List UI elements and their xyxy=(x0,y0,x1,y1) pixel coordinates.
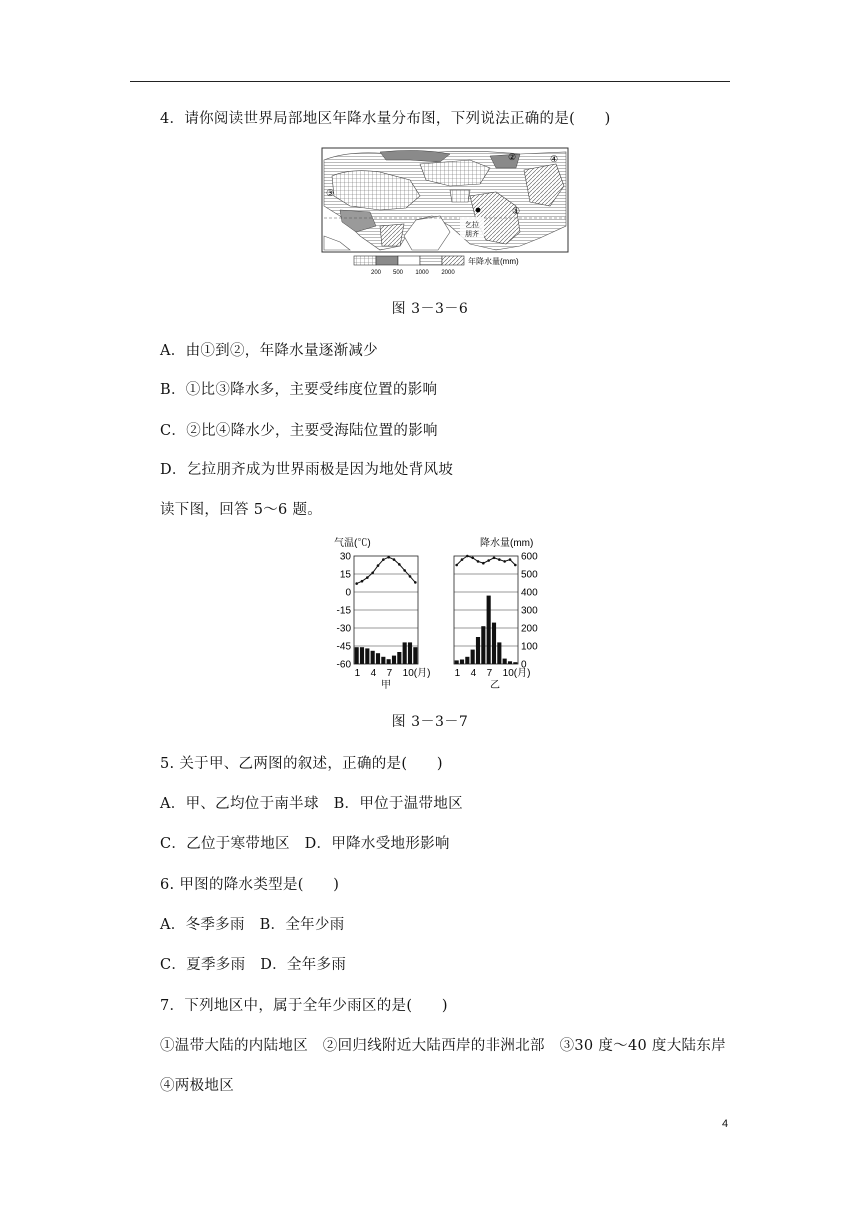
left-temp-point xyxy=(361,580,364,583)
question-4-stem: 4．请你阅读世界局部地区年降水量分布图，下列说法正确的是( ) xyxy=(160,111,611,127)
figure-caption-3-3-7: 图 3－3－7 xyxy=(391,714,469,730)
left-precip-bar xyxy=(381,657,385,664)
cherrapunji-point xyxy=(476,208,481,213)
left-axis-title: 气温(℃) xyxy=(334,538,371,549)
left-temp-point xyxy=(382,558,385,561)
left-precip-bar xyxy=(365,648,369,664)
right-axis-title: 降水量(mm) xyxy=(480,538,534,549)
left-precip-bar xyxy=(403,642,407,664)
right-tick-label: 0 xyxy=(521,659,527,671)
right-precip-bar xyxy=(460,660,464,665)
map-legend xyxy=(354,256,519,276)
right-precip-bar xyxy=(465,657,469,664)
right-tick-label: 200 xyxy=(521,623,538,635)
right-precip-bar xyxy=(487,596,491,664)
city-label-line1: 乞拉 xyxy=(465,222,479,229)
climate-charts-figure xyxy=(330,535,550,700)
question-7-stem: 7．下列地区中，属于全年少雨区的是( ) xyxy=(160,998,448,1014)
panel-label-jia: 甲 xyxy=(381,680,391,691)
question-5-options-line1: A．甲、乙均位于南半球 B．甲位于温带地区 xyxy=(160,796,463,812)
left-precip-bar xyxy=(387,659,391,664)
left-temp-point xyxy=(355,582,358,585)
right-temp-point xyxy=(482,562,485,565)
right-precip-bar xyxy=(508,661,512,664)
left-precip-bar xyxy=(413,647,417,664)
left-month-label: 10(月) xyxy=(402,668,431,679)
precipitation-map-figure xyxy=(320,146,570,278)
legend-value-1000: 1000 xyxy=(415,270,429,276)
legend-value-200: 200 xyxy=(370,270,382,276)
left-temp-point xyxy=(414,581,417,584)
left-precip-bar xyxy=(408,642,412,664)
left-precip-bar xyxy=(397,652,401,664)
left-precip-bar xyxy=(355,647,359,664)
right-temp-point xyxy=(477,560,480,563)
city-label-line2: 朋齐 xyxy=(465,231,479,238)
right-temp-point xyxy=(461,558,464,561)
left-tick-label: 30 xyxy=(339,551,351,563)
question-4-option-b: B．①比③降水多，主要受纬度位置的影响 xyxy=(160,382,438,398)
right-temp-point xyxy=(487,559,490,562)
left-temp-point xyxy=(387,556,390,559)
header-rule xyxy=(130,81,730,82)
right-month-label: 4 xyxy=(470,668,477,679)
right-temp-point xyxy=(493,557,496,560)
left-month-label: 7 xyxy=(386,668,393,679)
right-tick-label: 400 xyxy=(521,587,538,599)
left-precip-bar xyxy=(392,656,396,664)
left-precip-bar xyxy=(376,653,380,664)
right-temp-point xyxy=(455,564,458,567)
left-temp-point xyxy=(371,572,374,575)
right-precip-bar xyxy=(455,660,459,664)
right-precip-bar xyxy=(497,642,501,664)
right-precip-bar xyxy=(476,637,480,664)
right-precip-bar xyxy=(471,650,475,664)
question-6-stem: 6. 甲图的降水类型是( ) xyxy=(160,877,340,893)
precipitation-map xyxy=(320,146,570,278)
intro-text: 读下图，回答 5～6 题。 xyxy=(160,502,323,518)
right-precip-bar xyxy=(481,626,485,664)
right-month-label: 10(月) xyxy=(502,668,531,679)
map-marker-3: ③ xyxy=(325,188,335,198)
left-tick-label: 15 xyxy=(339,569,351,581)
right-precip-bar xyxy=(513,662,517,664)
left-tick-label: 0 xyxy=(345,587,351,599)
page-number: 4 xyxy=(722,1118,729,1130)
left-tick-label: -45 xyxy=(336,641,351,653)
left-temp-point xyxy=(366,576,369,579)
map-marker-4: ④ xyxy=(549,154,559,164)
legend-value-2000: 2000 xyxy=(441,270,455,276)
figure-caption-3-3-6: 图 3－3－6 xyxy=(391,301,469,317)
left-precip-bar xyxy=(360,647,364,664)
question-5-options-line2: C．乙位于寒带地区 D．甲降水受地形影响 xyxy=(160,836,450,852)
left-temp-point xyxy=(398,563,401,566)
right-tick-label: 300 xyxy=(521,605,538,617)
left-month-label: 1 xyxy=(354,668,361,679)
right-temp-point xyxy=(514,564,517,567)
left-tick-label: -30 xyxy=(336,623,351,635)
question-4-option-d: D．乞拉朋齐成为世界雨极是因为地处背风坡 xyxy=(160,462,454,478)
right-temp-point xyxy=(503,560,506,563)
right-temp-point xyxy=(498,558,501,561)
right-precip-bar xyxy=(503,659,507,664)
question-4-option-c: C．②比④降水少，主要受海陆位置的影响 xyxy=(160,423,438,439)
left-temp-point xyxy=(393,558,396,561)
question-5-stem: 5. 关于甲、乙两图的叙述，正确的是( ) xyxy=(160,756,443,772)
right-tick-label: 500 xyxy=(521,569,538,581)
map-marker-1: ① xyxy=(511,206,521,216)
left-temp-point xyxy=(377,564,380,567)
question-6-options-line2: C．夏季多雨 D．全年多雨 xyxy=(160,957,347,973)
climate-charts xyxy=(330,535,550,700)
left-precip-bar xyxy=(371,651,375,664)
left-temp-point xyxy=(409,575,412,578)
right-month-label: 7 xyxy=(486,668,493,679)
left-month-label: 4 xyxy=(370,668,377,679)
legend-value-500: 500 xyxy=(392,270,404,276)
right-tick-label: 600 xyxy=(521,551,538,563)
question-4-option-a: A．由①到②，年降水量逐渐减少 xyxy=(160,343,378,359)
question-7-items-line1: ①温带大陆的内陆地区 ②回归线附近大陆西岸的非洲北部 ③30 度～40 度大陆东岸 xyxy=(160,1038,726,1054)
right-precip-bar xyxy=(492,623,496,664)
right-tick-label: 100 xyxy=(521,641,538,653)
question-7-items-line2: ④两极地区 xyxy=(160,1078,234,1094)
right-temp-point xyxy=(466,555,469,558)
left-tick-label: -15 xyxy=(336,605,351,617)
map-marker-2: ② xyxy=(507,152,517,162)
right-temp-point xyxy=(509,558,512,561)
right-month-label: 1 xyxy=(454,668,461,679)
left-temp-point xyxy=(403,569,406,572)
right-temp-point xyxy=(471,557,474,560)
left-tick-label: -60 xyxy=(336,659,351,671)
legend-title: 年降水量(mm) xyxy=(468,257,519,266)
panel-label-yi: 乙 xyxy=(490,680,500,691)
question-6-options-line1: A．冬季多雨 B．全年少雨 xyxy=(160,917,345,933)
